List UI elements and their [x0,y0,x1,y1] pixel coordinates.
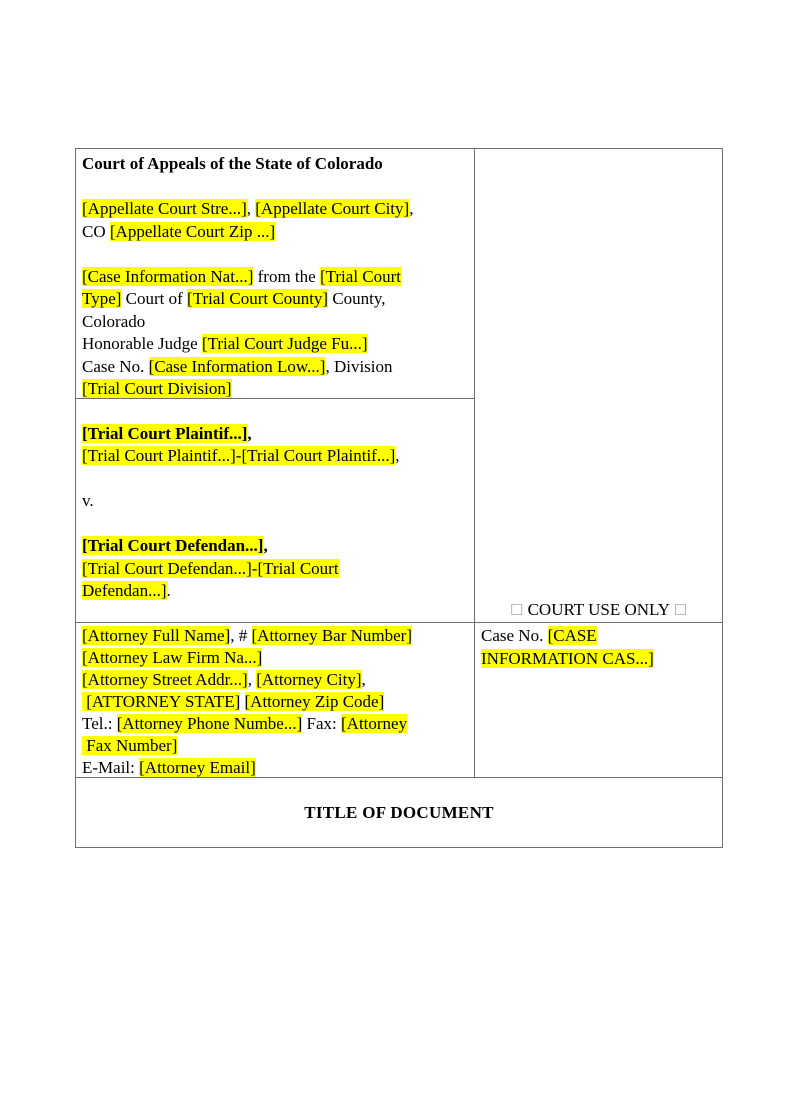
text-run: County, [328,289,386,308]
empty-checkbox-icon: ☐ [673,601,688,619]
placeholder-field[interactable]: [Attorney Phone Numbe...] [116,714,303,733]
text-line [82,625,468,647]
placeholder-field[interactable]: [ATTORNEY STATE] [82,692,241,711]
document-title: TITLE OF DOCUMENT [304,802,494,822]
placeholder-field[interactable]: [Case Information Low...] [148,356,326,376]
text-line [82,580,468,603]
parties-cell [76,399,474,622]
text-line [82,288,468,311]
placeholder-field[interactable]: [Trial Court Defendan...]-[Trial Court [82,558,339,578]
text-run: , [263,536,268,555]
text-line [82,691,468,713]
text-run: , Division [325,356,393,376]
text-line [82,311,468,334]
text-run: , [395,446,400,465]
text-run: Fax: [302,714,341,733]
caption-table [75,148,723,848]
court-use-only-cell [475,149,722,622]
text-line [82,243,468,266]
document-title-cell [76,777,722,847]
text-line [82,445,468,468]
placeholder-field[interactable]: [Trial Court Plaintif...] [82,423,248,443]
placeholder-field[interactable]: [Appellate Court City] [255,199,410,218]
placeholder-field[interactable]: [Attorney Law Firm Na...] [82,648,263,667]
text-run: Case No. [481,626,548,645]
placeholder-field[interactable]: [Appellate Court Stre...] [82,199,247,218]
text-line [82,735,468,757]
placeholder-field[interactable]: [Trial Court Defendan...] [82,536,264,555]
text-run: v. [82,491,94,510]
text-run [240,692,244,711]
placeholder-field[interactable]: [Trial Court [319,266,402,286]
text-run: , [409,199,414,218]
placeholder-field[interactable]: [Appellate Court Zip ...] [109,221,276,241]
caption-left-column [76,149,475,622]
text-line [82,333,468,356]
text-line [82,490,468,513]
placeholder-field[interactable]: INFORMATION CAS...] [481,648,654,668]
attorney-info-cell [76,623,475,777]
text-line [481,625,716,648]
case-number-cell [475,623,722,777]
text-run: from the [253,266,320,286]
text-line [82,669,468,691]
text-run: Case No. [82,356,149,376]
text-line [82,221,468,244]
text-run: Court of Appeals of the State of Colorado [82,154,383,173]
empty-checkbox-icon: ☐ [509,601,524,619]
text-line [82,468,468,491]
text-line [82,535,468,558]
text-line [82,153,468,176]
placeholder-field[interactable]: [CASE [547,626,597,645]
placeholder-field[interactable]: [Attorney Street Addr...] [82,670,248,689]
text-line [82,400,468,423]
text-line [82,513,468,536]
text-line [82,713,468,735]
text-run: Colorado [82,311,146,331]
placeholder-field[interactable]: [Attorney Full Name] [82,626,231,645]
placeholder-field[interactable]: [Trial Court Division] [82,379,232,398]
text-run: , [247,423,252,443]
placeholder-field[interactable]: [Attorney Zip Code] [244,692,385,711]
text-run: Court of [121,289,188,308]
placeholder-field[interactable]: [Trial Court Judge Fu...] [201,334,368,353]
placeholder-field[interactable]: [Attorney Email] [139,758,256,777]
appellate-court-info-cell [76,149,474,399]
text-line [82,647,468,669]
caption-table-row-top [76,149,722,622]
text-line [82,423,468,446]
placeholder-field[interactable]: [Trial Court Plaintif...]-[Trial Court Plaintif...] [82,446,396,465]
placeholder-field[interactable]: [Attorney Bar Number] [251,626,413,645]
placeholder-field[interactable]: [Attorney City] [256,670,362,689]
text-line [82,558,468,581]
text-run: CO [82,221,110,241]
text-run: , # [230,626,252,645]
text-line [82,198,468,221]
text-run: , [246,199,256,218]
text-line [82,757,468,777]
text-line [82,176,468,199]
placeholder-field[interactable]: Defendan...] [82,581,167,600]
caption-table-row-attorney [76,622,722,777]
placeholder-field[interactable]: Fax Number] [82,736,178,755]
text-run: , [247,670,257,689]
text-line [82,266,468,289]
text-run: Honorable Judge [82,334,202,353]
placeholder-field[interactable]: [Case Information Nat...] [82,266,254,286]
placeholder-field[interactable]: Type] [82,289,122,308]
text-line [82,378,468,399]
text-run: COURT USE ONLY [523,600,674,619]
text-run: Tel.: [82,714,117,733]
text-line [481,648,716,671]
text-run: . [166,581,171,600]
placeholder-field[interactable]: [Attorney [341,714,408,733]
text-run: , [361,670,366,689]
text-line [510,600,687,620]
text-line [82,356,468,379]
text-run: E-Mail: [82,758,140,777]
placeholder-field[interactable]: [Trial Court County] [187,289,329,308]
